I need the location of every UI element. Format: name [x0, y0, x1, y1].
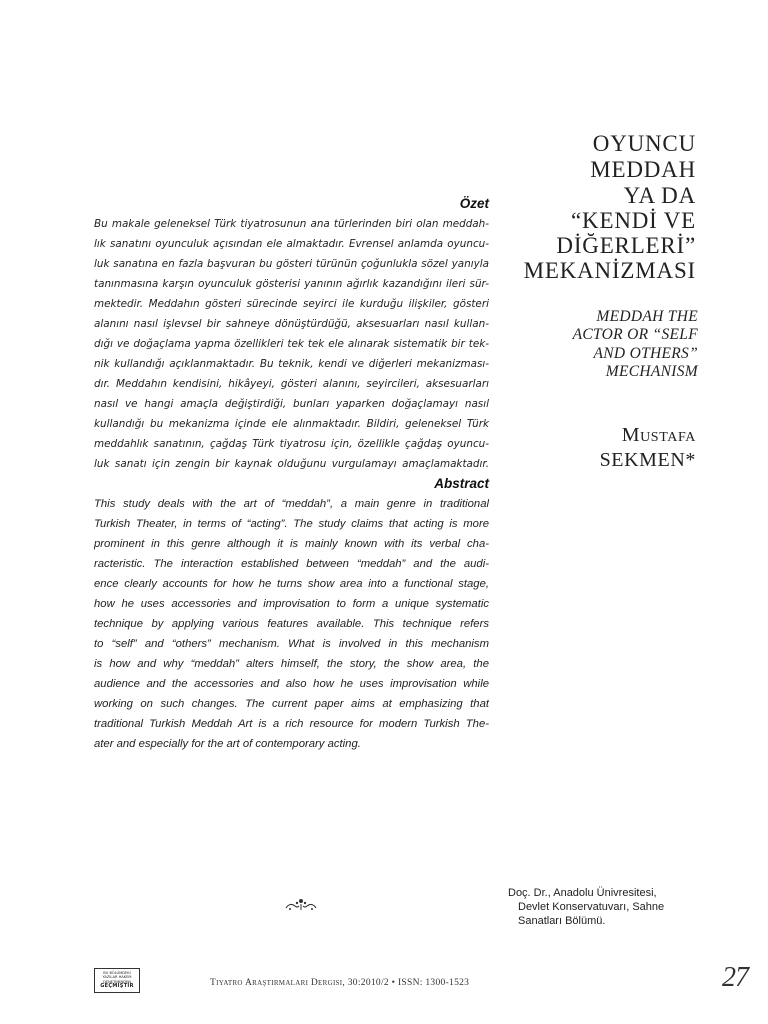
subtitle-line: AND OTHERS” [593, 345, 698, 362]
page-number: 27 [722, 962, 748, 993]
ornament-icon [284, 896, 318, 912]
subtitle-line: MECHANISM [605, 363, 698, 380]
abstract-line: working on such changes. The current paper aims at emphasizing that [94, 698, 489, 710]
summary-line: alanını nasıl işlevsel bir sahneye dönüştürdüğü, aksesuarları nasıl kullan- [94, 318, 489, 330]
refereed-stamp [94, 968, 140, 993]
summary-heading: Özet [459, 196, 489, 211]
stamp-line: BU BÖLÜMDEKİ [103, 971, 131, 975]
abstract-line: racteristic. The interaction established between “meddah” and the audi- [94, 558, 489, 570]
summary-line: lık sanatını oyunculuk açısından ele almaktadır. Evrensel anlamda oyuncu- [94, 238, 489, 250]
summary-line: meddahlık sanatının, çağdaş Türk tiyatrosu için, özellikle çağdaş oyuncu- [94, 438, 489, 450]
abstract-line: ence clearly accounts for how he turns show area into a functional stage, [94, 578, 489, 590]
abstract-line: traditional Turkish Meddah Art is a rich resource for modern Turkish The- [94, 718, 489, 730]
journal-footer: Tiyatro Araştırmaları Dergisi, 30:2010/2 • ISSN: 1300-1523 [210, 978, 470, 988]
title-line: MEDDAH [590, 157, 696, 182]
stamp-line: GEÇMİŞTİR [100, 983, 134, 990]
title-line: “KENDİ VE [571, 208, 696, 233]
abstract-line: This study deals with the art of “meddah”, a main genre in traditional [94, 498, 489, 510]
author-first-name: Mustafa [621, 424, 696, 446]
abstract-line: how he uses accessories and improvisation to form a unique systematic [94, 598, 489, 610]
summary-line: nasıl ve hangi amaçla değiştirdiği, bunları yaparken doğaçlamayı nasıl [94, 398, 489, 410]
subtitle-line: ACTOR OR “SELF [572, 326, 698, 343]
abstract-line: ater and especially for the art of contemporary acting. [94, 738, 361, 750]
title-line: MEKANİZMASI [523, 258, 696, 283]
summary-line: mektedir. Meddahın gösteri sürecinde seyirci ile kurduğu ilişkiler, gösteri [94, 298, 489, 310]
title-line: OYUNCU [592, 131, 696, 156]
summary-line: tanınmasına karşın oyunculuk gösterisi yanının ağırlık kazandığını ileri sür- [94, 278, 489, 290]
summary-line: dığı ve doğaçlama yapma özellikleri tek tek ele alınarak sistematik bir tek- [94, 338, 489, 350]
abstract-line: audience and the accessories and also how he uses improvisation while [94, 678, 489, 690]
summary-line: nik kullandığı açıklanmaktadır. Bu teknik, kendi ve diğerleri mekanizması- [94, 358, 489, 370]
abstract-line: prominent in this genre although it is mainly known with its verbal cha- [94, 538, 489, 550]
title-line: DİĞERLERİ” [556, 233, 696, 258]
author-last-name: SEKMEN* [599, 449, 696, 471]
stamp-line: DENETİMİNDEN [103, 979, 131, 984]
affiliation-line: Sanatları Bölümü. [518, 915, 606, 927]
summary-line: luk sanatına en fazla başvuran bu gösteri türünün çoğunlukla sözel yanıyla [94, 258, 489, 270]
abstract-line: to “self” and “others” mechanism. What is involved in this mechanism [94, 638, 489, 650]
abstract-line: technique by applying various features available. This technique refers [94, 618, 489, 630]
summary-line: kullandığı bu mekanizma içinde ele alınmaktadır. Bildiri, geleneksel Türk [94, 418, 489, 430]
summary-line: luk sanatı için zengin bir kaynak olduğunu vurgulamayı amaçlamaktadır. [94, 458, 489, 470]
summary-line: dır. Meddahın kendisini, hikâyeyi, gösteri alanını, seyircileri, aksesuarları [94, 378, 489, 390]
abstract-line: is how and why “meddah” alters himself, the story, the show area, the [94, 658, 489, 670]
affiliation-line: Devlet Konservatuvarı, Sahne [518, 901, 665, 913]
abstract-line: Turkish Theater, in terms of “acting”. The study claims that acting is more [94, 518, 489, 530]
title-line: YA DA [623, 183, 696, 208]
stamp-line: YAZILAR HAKEM [102, 975, 132, 980]
abstract-heading: Abstract [434, 476, 489, 491]
affiliation-line: Doç. Dr., Anadolu Ünivresitesi, [508, 887, 657, 899]
summary-line: Bu makale geleneksel Türk tiyatrosunun ana türlerinden biri olan meddah- [94, 218, 489, 230]
subtitle-line: MEDDAH THE [596, 308, 698, 325]
